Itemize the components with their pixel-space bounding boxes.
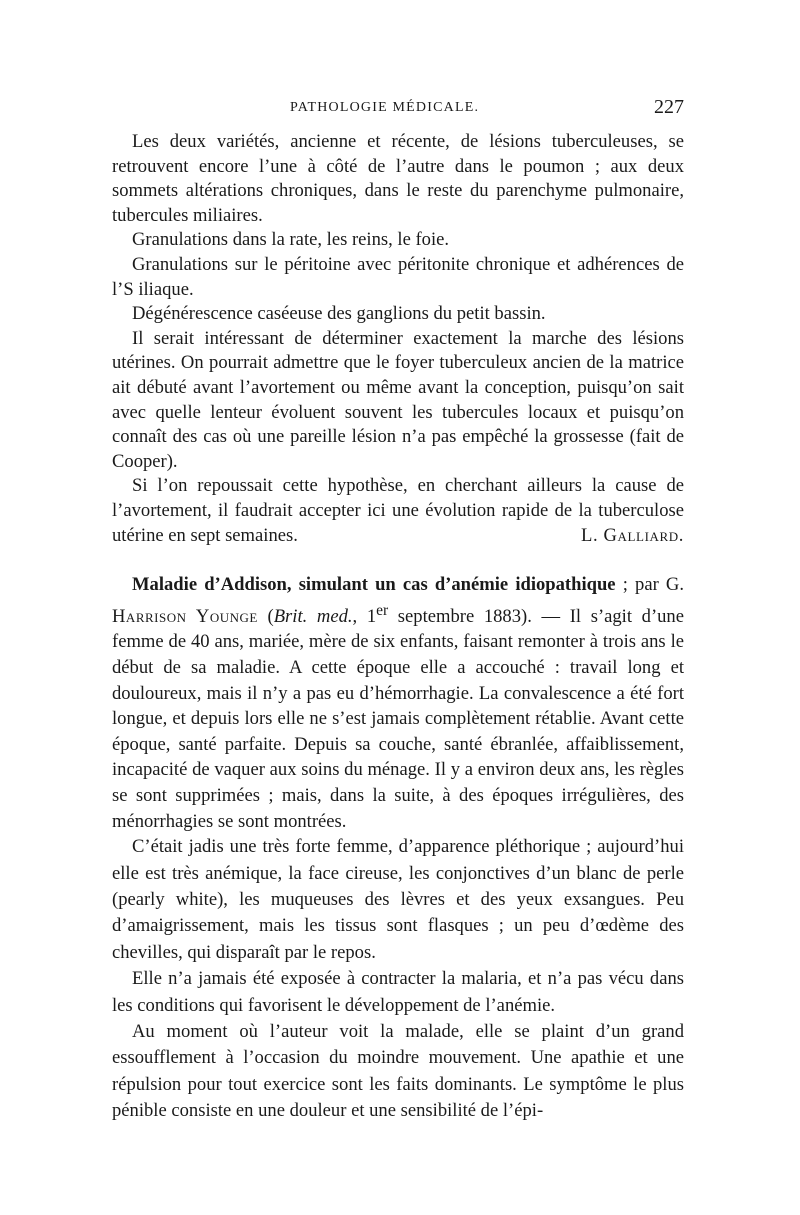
running-title: PATHOLOGIE MÉDICALE. bbox=[290, 100, 480, 115]
paragraph: Dégénérescence caséeuse des ganglions du petit bassin. bbox=[132, 303, 546, 325]
paragraph: Il serait intéressant de déterminer exactement la marche des lésions utérines. On pourrait admettre que le foyer tuberculeux ancien de la matrice ait débuté avant l’avortement ou même avant la conception, puisqu’on sait avec quelle lenteur évoluent souvent les tubercules locaux et puisqu’on connaît des cas où une pareille lésion n’a pas empêché la grossesse (fait de Cooper). bbox=[112, 327, 684, 472]
article-author: Harrison Younge bbox=[112, 605, 258, 627]
paragraph: C’était jadis une très forte femme, d’apparence pléthorique ; aujourd’hui elle est très anémique, la face cireuse, les conjonctives d’un blanc de perle (pearly white), les muqueuses des lèvres et des yeux exsangues. Peu d’amaigrissement, mais les tissus sont flasques ; un peu d’œdème des chevilles, qui disparaît par le repos. bbox=[112, 836, 684, 963]
paragraph: Les deux variétés, ancienne et récente, de lésions tuberculeuses, se retrouvent encore l’une à côté de l’autre dans le poumon ; aux deux sommets altérations chroniques, dans le reste du parenchyme pulmonaire, tubercules miliaires. bbox=[112, 131, 684, 226]
article-heading-paragraph bbox=[112, 572, 684, 834]
paragraph-text: Si l’on repoussait cette hypothèse, en cherchant ailleurs la cause de l’avortement, il faudrait accepter ici une évolution rapide de la tuberculose utérine en sept semaines. bbox=[112, 475, 684, 546]
date-superscript: er bbox=[376, 601, 389, 619]
date-prefix: , 1 bbox=[352, 605, 377, 627]
page-header bbox=[112, 96, 684, 122]
paragraph-with-signature bbox=[112, 474, 684, 548]
paragraph: Granulations sur le péritoine avec péritonite chronique et adhérences de l’S iliaque. bbox=[112, 253, 684, 300]
byline-connector: ; par G. bbox=[615, 574, 684, 595]
section-tuberculosis-case bbox=[112, 130, 684, 548]
date-suffix: septembre 1883). — bbox=[388, 605, 570, 627]
article-title: Maladie d’Addison, simulant un cas d’anémie idiopathique bbox=[132, 574, 616, 595]
source-open: ( bbox=[257, 605, 274, 627]
paragraph: Granulations dans la rate, les reins, le foie. bbox=[132, 229, 450, 251]
paragraph-text: Il s’agit d’une femme de 40 ans, mariée, mère de six enfants, faisant remonter à trois ans le début de sa maladie. A cette époque elle a accouché : travail long et douloureux, mais il n’y a pas eu d’hémorrhagie. La convalescence a été fort longue, et depuis lors elle ne s’est jamais complètement rétablie. Avant cette époque, santé parfaite. Depuis sa couche, santé ébranlée, affaiblissement, incapacité de vaquer aux soins du ménage. Il y a environ deux ans, les règles se sont supprimées ; mais, dans la suite, à des époques irrégulières, des ménorrhagies se sont montrées. bbox=[112, 605, 684, 832]
section-addison-disease bbox=[112, 572, 684, 1125]
author-signature: L. Galliard. bbox=[581, 524, 684, 546]
paragraph: Au moment où l’auteur voit la malade, elle se plaint d’un grand essoufflement à l’occasion du moindre mouvement. Une apathie et une répulsion pour tout exercice sont les faits dominants. Le symptôme le plus pénible consiste en une douleur et une sensibilité de l’épi- bbox=[112, 1020, 684, 1122]
paragraph: Elle n’a jamais été exposée à contracter la malaria, et n’a pas vécu dans les conditions qui favorisent le développement de l’anémie. bbox=[112, 968, 684, 1016]
page-number: 227 bbox=[654, 96, 684, 118]
article-source: Brit. med. bbox=[273, 605, 353, 627]
